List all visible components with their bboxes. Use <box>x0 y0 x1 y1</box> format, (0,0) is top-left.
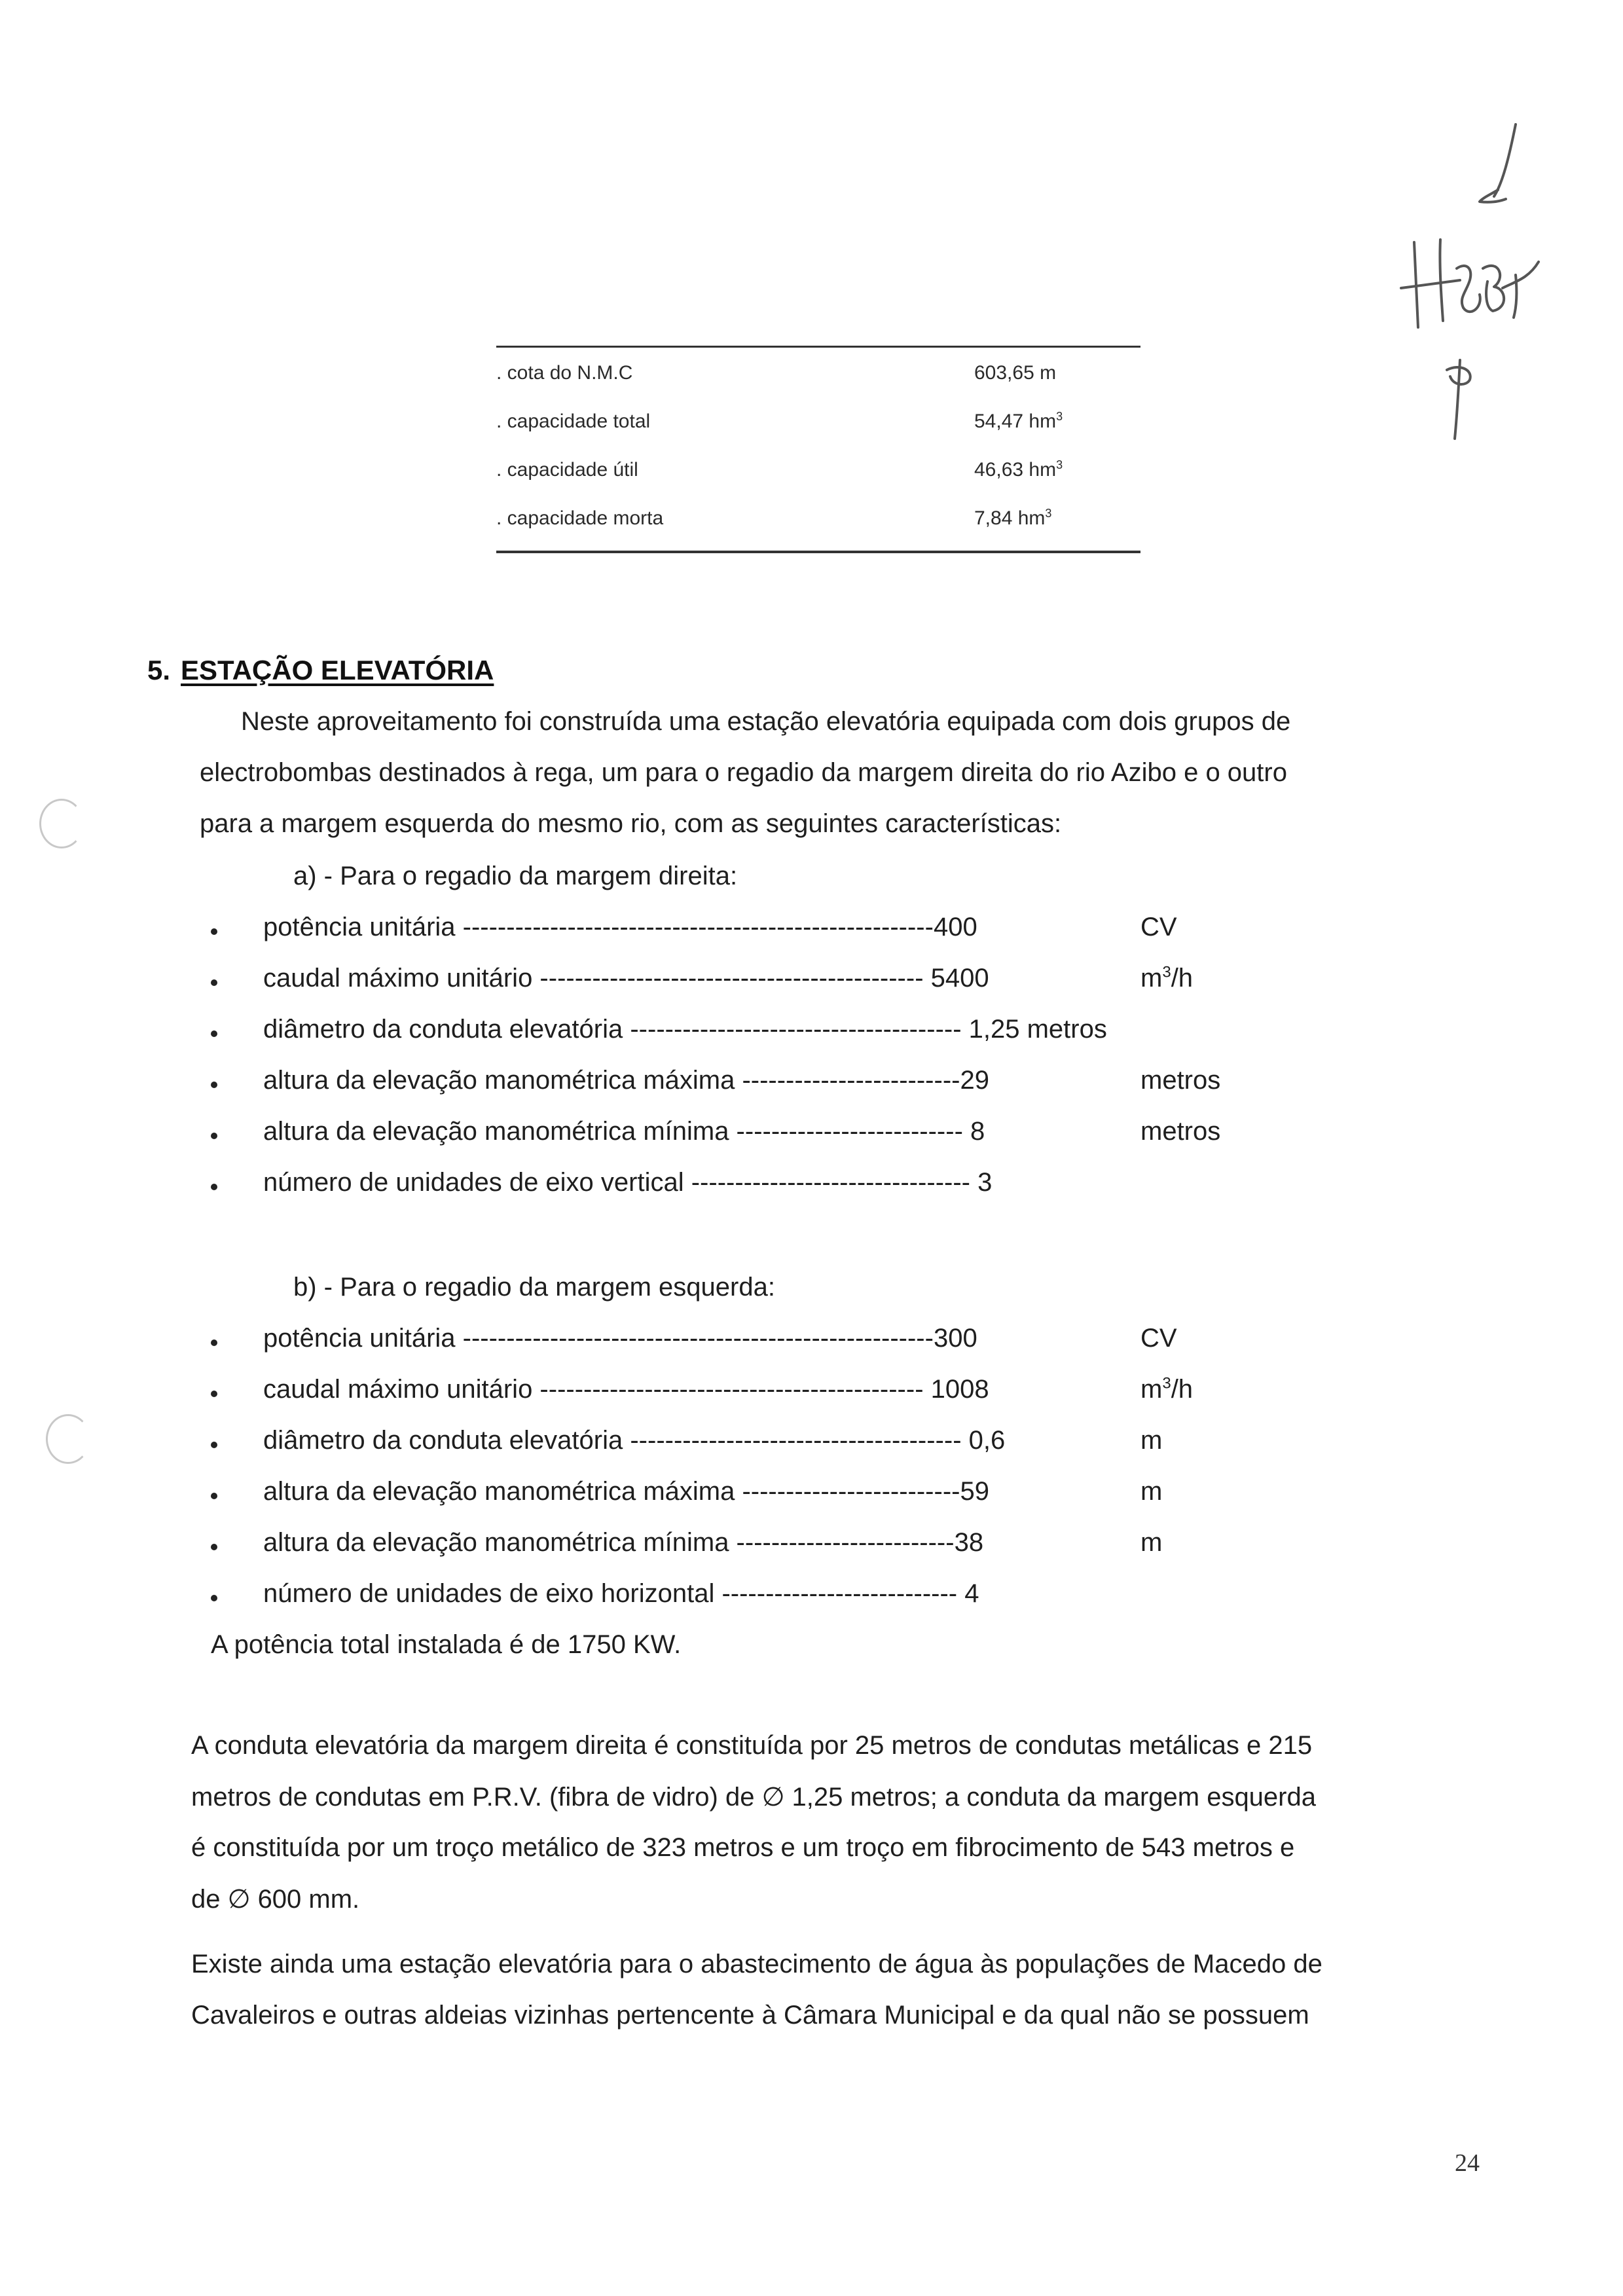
section-heading <box>147 655 494 686</box>
reservoir-table <box>496 346 1140 553</box>
punch-hole-top <box>39 799 84 848</box>
intro-line-3: para a margem esquerda do mesmo rio, com as seguintes características: <box>200 809 1062 838</box>
row-label: . capacidade útil <box>496 459 638 481</box>
table-row <box>496 396 1140 445</box>
bullet-icon <box>211 1391 217 1397</box>
paragraph3-line-2: Cavaleiros e outras aldeias vizinhas pertencente à Câmara Municipal e da qual não se possuem <box>191 2001 1309 2030</box>
row-value: 46,63 $hm^3$ <box>974 458 1063 481</box>
bullet-icon <box>211 928 217 935</box>
paragraph2-line-4: de ∅ 600 mm. <box>191 1885 360 1914</box>
bullet-icon <box>211 1442 217 1448</box>
punch-hole-bottom <box>46 1414 90 1464</box>
bullet-icon <box>211 1339 217 1346</box>
paragraph2-line-2: metros de condutas em P.R.V. (fibra de vidro) de ∅ 1,25 metros; a conduta da margem esquerda <box>191 1783 1316 1812</box>
table-row <box>496 445 1140 493</box>
table-row <box>496 348 1140 396</box>
section-number: 5. <box>147 655 171 685</box>
bullet-icon <box>211 1595 217 1601</box>
bullet-icon <box>211 1184 217 1190</box>
bullet-icon <box>211 979 217 986</box>
row-label: . capacidade total <box>496 410 651 432</box>
paragraph2-line-1: A conduta elevatória da margem direita é constituída por 25 metros de condutas metálicas e 215 <box>191 1731 1313 1760</box>
row-label: . cota do N.M.C <box>496 362 633 384</box>
bullet-icon <box>211 1030 217 1037</box>
row-value: 54,47 $hm^3$ <box>974 410 1063 432</box>
paragraph3-line-1: Existe ainda uma estação elevatória para o abastecimento de água às populações de Macedo de <box>191 1950 1322 1978</box>
group-b-heading: b) - Para o regadio da margem esquerda: <box>293 1273 775 1302</box>
total-power: A potência total instalada é de 1750 KW. <box>211 1630 682 1659</box>
paragraph2-line-3: é constituída por um troço metálico de 323 metros e um troço em fibrocimento de 543 metros e <box>191 1833 1295 1862</box>
bullet-icon <box>211 1544 217 1550</box>
group-a-heading: a) - Para o regadio da margem direita: <box>293 862 738 890</box>
intro-line-2: electrobombas destinados à rega, um para o regadio da margem direita do rio Azibo e o outro <box>200 758 1287 787</box>
row-value: 603,65 m <box>974 362 1057 384</box>
row-label: . capacidade morta <box>496 507 664 529</box>
bullet-icon <box>211 1133 217 1139</box>
intro-line-1: Neste aproveitamento foi construída uma estação elevatória equipada com dois grupos de <box>241 707 1291 736</box>
row-value: 7,84 $hm^3$ <box>974 507 1052 529</box>
bullet-icon <box>211 1493 217 1499</box>
page-number: 24 <box>1455 2149 1480 2177</box>
table-row <box>496 493 1140 541</box>
handwritten-annotation-icon <box>1375 111 1545 452</box>
bullet-icon <box>211 1082 217 1088</box>
section-title: ESTAÇÃO ELEVATÓRIA <box>181 655 494 685</box>
table-rule-bottom <box>496 551 1140 553</box>
